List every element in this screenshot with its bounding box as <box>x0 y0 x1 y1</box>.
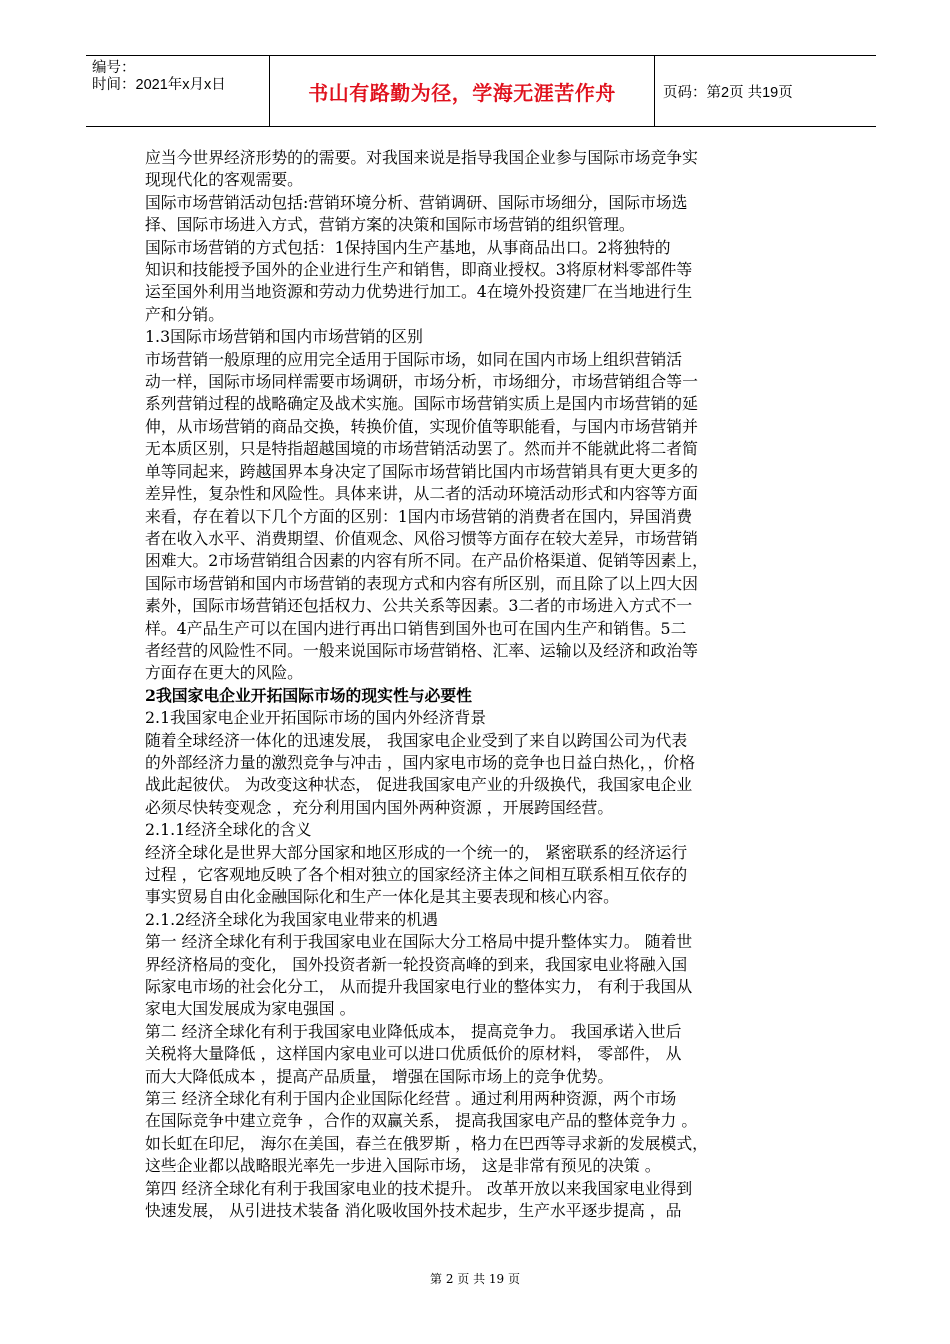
document-body <box>145 147 817 1223</box>
paragraph: 国际市场营销活动包括:营销环境分析、营销调研、国际市场细分，国际市场选 择、国际市场进入方式，营销方案的决策和国际市场营销的组织管理。 <box>145 192 688 235</box>
paragraph: 随着全球经济一体化的迅速发展， 我国家电企业受到了来自以跨国公司为代表 的外部经济力量的激烈竞争与冲击 ，国内家电市场的竞争也日益白热化，，价格 战此起彼伏。 为改变这种状态， 促进我国家电产业的升级换代，我国家电企业 必须尽快转变观念 ，充分利用国内国外两种资源 ，开展跨国经营。 <box>145 730 696 817</box>
paragraph: 国际市场营销的方式包括：1保持国内生产基地，从事商品出口。2将独特的 知识和技能授予国外的企业进行生产和销售，即商业授权。3将原材料零部件等 运至国外利用当地资源和劳动力优势进行加工。4在境外投资建厂在当地进行生 产和分销。 <box>145 237 693 324</box>
page-footer: 第 2 页 共 19 页 <box>430 1272 520 1286</box>
section-heading: 2.1.1经济全球化的含义 <box>145 820 312 840</box>
paragraph: 经济全球化是世界大部分国家和地区形成的一个统一的， 紧密联系的经济运行 过程 ，它客观地反映了各个相对独立的国家经济主体之间相互联系相互依存的 事实贸易自由化金融国际化和生产一体化是其主要表现和核心内容。 <box>145 842 688 907</box>
paragraph: 第一 经济全球化有利于我国家电业在国际大分工格局中提升整体实力。 随着世 界经济格局的变化， 国外投资者新一轮投资高峰的到来，我国家电业将融入国 际家电市场的社会化分工， 从而提升我国家电行业的整体实力， 有利于我国从 家电大国发展成为家电强国 。 <box>145 932 693 1019</box>
number-label: 编号： <box>92 60 136 76</box>
paragraph: 应当今世界经济形势的的需要。对我国来说是指导我国企业参与国际市场竞争实 现现代化的客观需要。 <box>145 148 698 190</box>
header-motto: 书山有路勤为径，学海无涯苦作舟 <box>270 56 655 126</box>
section-heading: 2.1我国家电企业开拓国际市场的国内外经济背景 <box>145 708 487 728</box>
chapter-heading: 2我国家电企业开拓国际市场的现实性与必要性 <box>145 685 472 705</box>
header-page-number: 页码：第2页 共19页 <box>663 84 793 101</box>
page-header <box>86 55 876 127</box>
paragraph: 第二 经济全球化有利于我国家电业降低成本， 提高竞争力。 我国承诺入世后 关税将大量降低 ，这样国内家电业可以进口优质低价的原材料， 零部件， 从 而大大降低成本 ，提高产品质量， 增强在国际市场上的竞争优势。 <box>145 1021 682 1086</box>
section-heading: 1.3国际市场营销和国内市场营销的区别 <box>145 327 423 347</box>
time-label: 时间：2021年x月x日 <box>92 77 226 93</box>
paragraph: 第四 经济全球化有利于我国家电业的技术提升。 改革开放以来我国家电业得到 快速发展， 从引进技术装备 消化吸收国外技术起步，生产水平逐步提高 ，品 <box>145 1178 693 1221</box>
section-heading: 2.1.2经济全球化为我国家电业带来的机遇 <box>145 909 438 929</box>
header-info <box>86 56 270 126</box>
paragraph: 市场营销一般原理的应用完全适用于国际市场，如同在国内市场上组织营销活 动一样，国际市场同样需要市场调研，市场分析，市场细分，市场营销组合等一 系列营销过程的战略确定及战术实施。国际市场营销实质上是国内市场营销的延 伸，从市场营销的商品交换，转换价值，实现价值等职能看，与国内市场营销并 无本质区别，只是特指超越国境的市场营销活动罢了。然而并不能就此将二者简 单等同起来，跨越国界本身决定了国际市场营销比国内市场营销具有更大更多的 差异性，复杂性和风险性。具体来讲，从二者的活动环境活动形式和内容等方面 来看，存在着以下几个方面的区别：1国内市场营销的消费者在国内，异国消费 者在收入水平、消费期望、价值观念、风俗习惯等方面存在较大差异，市场营销 困难大。2市场营销组合因素的内容有所不同。在产品价格渠道、促销等因素上， 国际市场营销和国内市场营销的表现方式和内容有所区别，而且除了以上四大因 素外，国际市场营销还包括权力、公共关系等因素。3二者的市场进入方式不一 样。4产品生产可以在国内进行再出口销售到国外也可在国内生产和销售。5二 者经营的风险性不同。一般来说国际市场营销格、汇率、运输以及经济和政治等 方面存在更大的风险。 <box>145 349 708 683</box>
paragraph: 第三 经济全球化有利于国内企业国际化经营 。通过利用两种资源，两个市场 在国际竞争中建立竞争 ，合作的双赢关系， 提高我国家电产品的整体竞争力 。 如长虹在印尼， 海尔在美国，春兰在俄罗斯 ，格力在巴西等寻求新的发展模式， 这些企业都以战略眼光率先一步进入国际市场， 这是非常有预见的决策 。 <box>145 1089 708 1176</box>
